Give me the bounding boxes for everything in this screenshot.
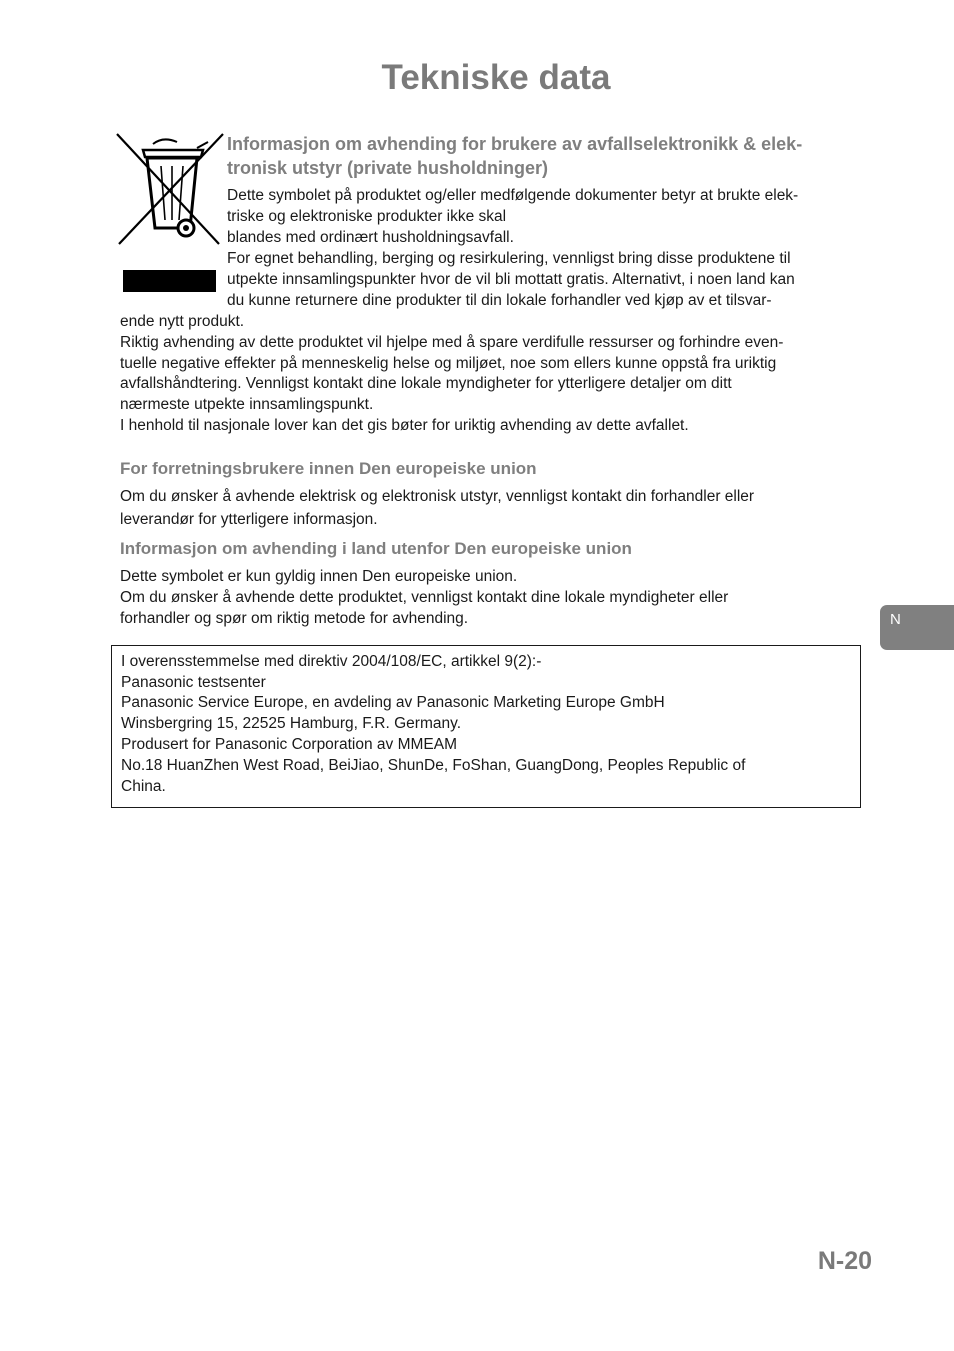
outside-eu-heading: Informasjon om avhending i land utenfor Den europeiske union — [120, 539, 632, 558]
directive-line: Panasonic Service Europe, en avdeling av Panasonic Marketing Europe GmbH — [121, 694, 665, 711]
outside-eu-text-line: Om du ønsker å avhende dette produktet, vennligst kontakt dine lokale myndigheter eller — [120, 589, 729, 606]
page-number: N-20 — [817, 1247, 872, 1275]
weee-text-line: triske og elektroniske produkter ikke skal — [227, 208, 507, 225]
directive-box — [111, 645, 861, 808]
weee-text-line: tuelle negative effekter på menneskelig helse og miljøet, noe som ellers kunne oppstå fra uriktig — [120, 355, 777, 372]
outside-eu-text-line: forhandler og spør om riktig metode for avhending. — [120, 610, 469, 627]
page-title: Tekniske data — [381, 58, 611, 97]
business-heading: For forretningsbrukere innen Den europeiske union — [120, 459, 537, 478]
language-tab-label: N — [890, 611, 901, 628]
weee-text-line: Dette symbolet på produktet og/eller medfølgende dokumenter betyr at brukte elek- — [227, 187, 799, 204]
weee-text-line: utpekte innsamlingspunkter hvor de vil bli mottatt gratis. Alternativt, i noen land kan — [227, 271, 795, 288]
weee-text-line: I henhold til nasjonale lover kan det gis bøter for uriktig avhending av dette avfallet. — [120, 417, 689, 434]
directive-line: I overensstemmelse med direktiv 2004/108/EC, artikkel 9(2):- — [121, 653, 542, 670]
directive-line: Winsbergring 15, 22525 Hamburg, F.R. Germany. — [121, 715, 462, 732]
directive-line: Panasonic testsenter — [121, 674, 266, 691]
crossed-out-wheelie-bin-icon — [115, 132, 225, 248]
weee-text-line: ende nytt produkt. — [120, 313, 245, 330]
language-tab — [880, 605, 954, 650]
business-text-line: Om du ønsker å avhende elektrisk og elektronisk utstyr, vennligst kontakt din forhandler eller — [120, 488, 755, 505]
weee-text-line: du kunne returnere dine produkter til din lokale forhandler ved kjøp av et tilsvar- — [227, 292, 772, 309]
weee-black-bar — [123, 270, 216, 292]
weee-heading: Informasjon om avhending for brukere av avfallselektronikk & elek- tronisk utstyr (private husholdninger) — [227, 134, 803, 178]
directive-line: Produsert for Panasonic Corporation av MMEAM — [121, 736, 457, 753]
directive-line: No.18 HuanZhen West Road, BeiJiao, ShunDe, FoShan, GuangDong, Peoples Republic of — [121, 757, 746, 774]
weee-text-line: blandes med ordinært husholdningsavfall. — [227, 229, 514, 246]
weee-text-line: Riktig avhending av dette produktet vil hjelpe med å spare verdifulle ressurser og forhindre even- — [120, 334, 784, 351]
business-text-line: leverandør for ytterligere informasjon. — [120, 511, 378, 528]
directive-line: China. — [121, 778, 166, 795]
weee-text-line: avfallshåndtering. Vennligst kontakt dine lokale myndigheter for ytterligere detaljer om ditt — [120, 375, 732, 392]
weee-text-line: nærmeste utpekte innsamlingspunkt. — [120, 396, 374, 413]
outside-eu-text-line: Dette symbolet er kun gyldig innen Den europeiske union. — [120, 568, 518, 585]
weee-text-line: For egnet behandling, berging og resirkulering, vennligst bring disse produktene til — [227, 250, 791, 267]
